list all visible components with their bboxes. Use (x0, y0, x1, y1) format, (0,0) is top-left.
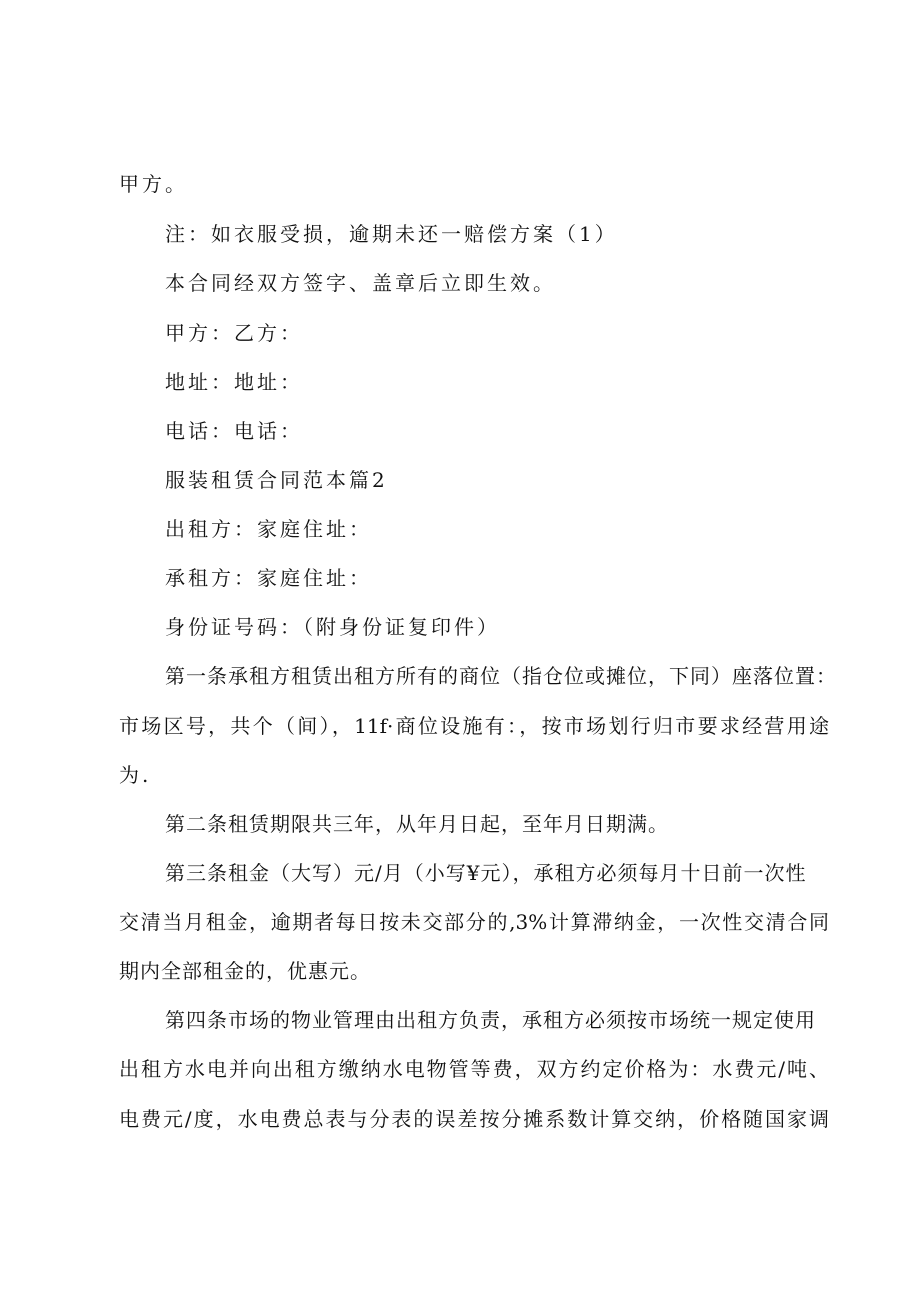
article-3-line-3: 期内全部租金的，优惠元。 (119, 959, 371, 983)
article-4-line-2: 出租方水电并向出租方缴纳水电物管等费，双方约定价格为：水费元/吨、 (119, 1057, 829, 1081)
text-line-party-names: 甲方：乙方： (165, 321, 303, 345)
text-line-lessor: 出租方：家庭住址： (165, 517, 372, 541)
section-title-contract-2: 服装租赁合同范本篇2 (165, 468, 388, 492)
article-1-line-2: 市场区号，共个（间），11f·商位设施有：，按市场划行归市要求经营用途 (119, 714, 829, 738)
text-line-party-address: 地址：地址： (165, 370, 303, 394)
article-3-line-1: 第三条租金（大写）元/月（小写¥元），承租方必须每月十日前一次性 (165, 861, 807, 885)
article-4-line-1: 第四条市场的物业管理由出租方负责，承租方必须按市场统一规定使用 (165, 1008, 816, 1032)
text-line-id-number: 身份证号码：（附身份证复印件） (165, 615, 500, 639)
article-3-line-2: 交清当月租金，逾期者每日按未交部分的,3%计算滞纳金，一次性交清合同 (119, 910, 829, 934)
text-line-note-damage: 注：如衣服受损，逾期未还一赔偿方案（1） (165, 222, 618, 246)
text-line-jiafang-end: 甲方。 (119, 172, 188, 196)
article-1-line-3: 为. (119, 763, 152, 787)
text-line-party-phone: 电话：电话： (165, 419, 303, 443)
article-4-line-3: 电费元/度，水电费总表与分表的误差按分摊系数计算交纳，价格随国家调 (119, 1107, 829, 1131)
article-1-line-1: 第一条承租方租赁出租方所有的商位（指仓位或摊位，下同）座落位置： (165, 664, 837, 688)
article-2-line-1: 第二条租赁期限共三年，从年月日起，至年月日期满。 (165, 812, 669, 836)
text-line-effective: 本合同经双方签字、盖章后立即生效。 (165, 271, 556, 295)
text-line-lessee: 承租方：家庭住址： (165, 566, 372, 590)
